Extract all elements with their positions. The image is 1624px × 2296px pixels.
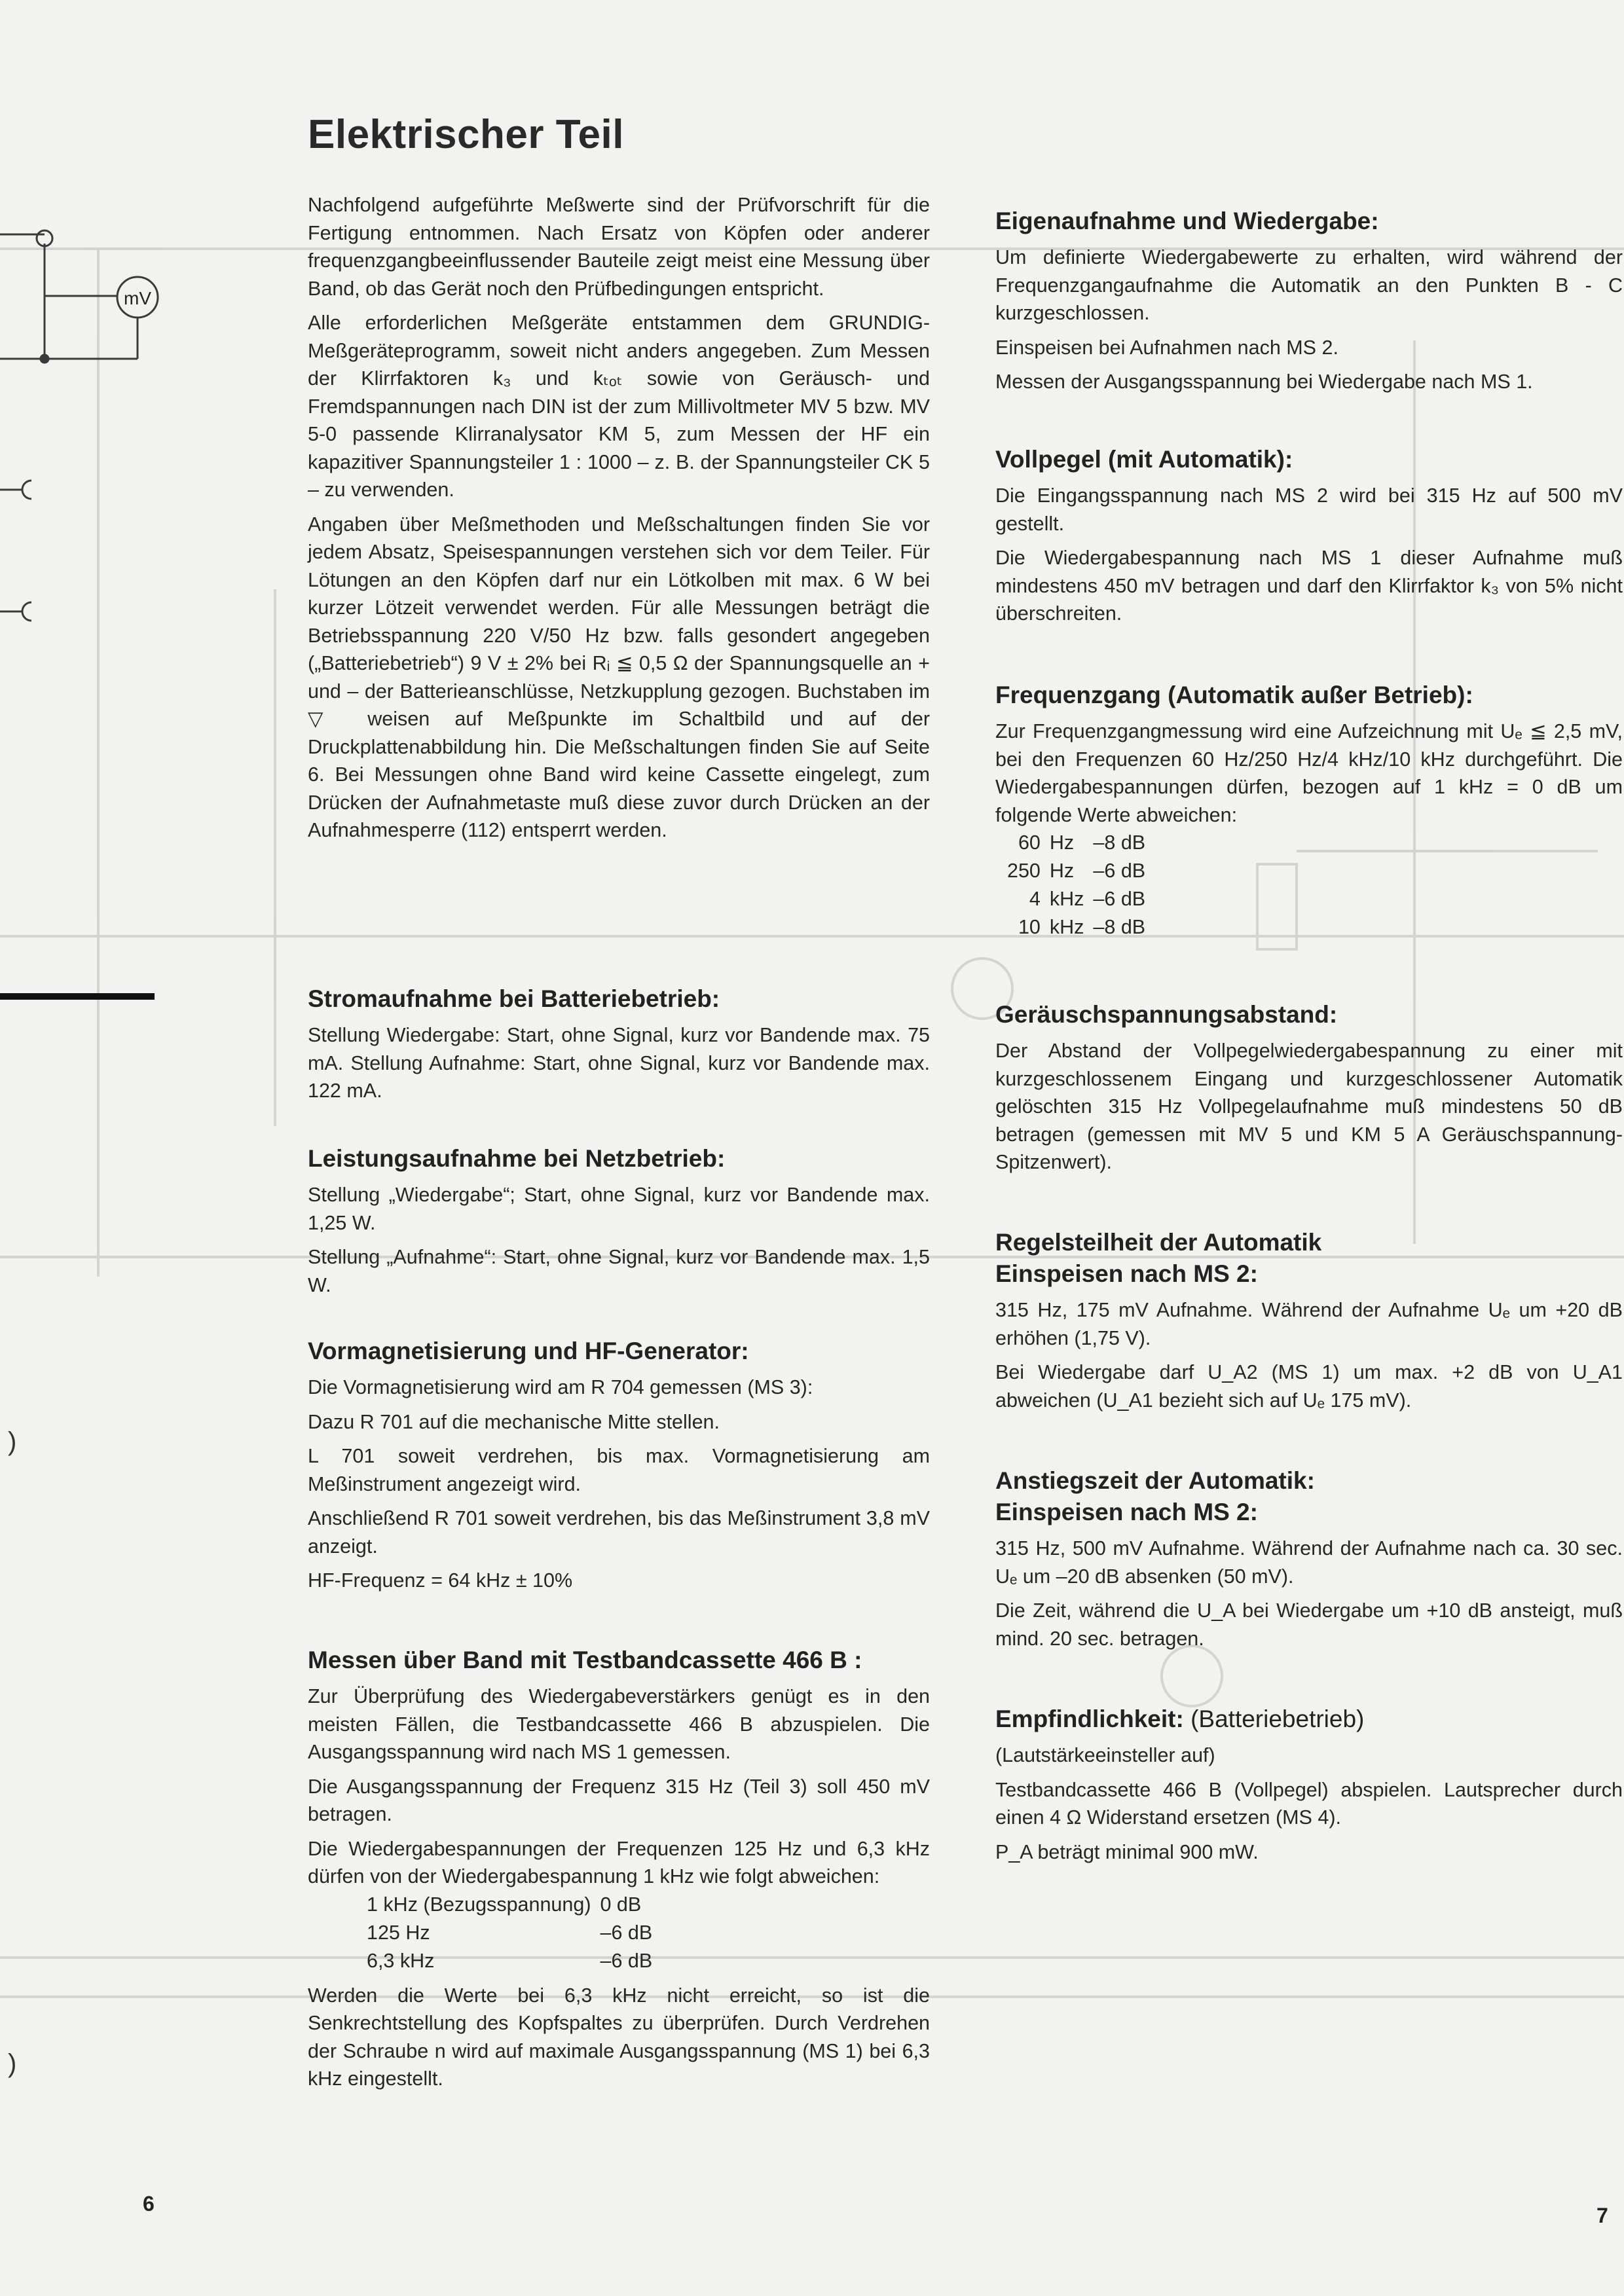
section-subheading: Einspeisen nach MS 2: xyxy=(995,1260,1258,1287)
section-text: Testbandcassette 466 B (Vollpegel) abspielen. Lautsprecher durch einen 4 Ω Widerstand ersetzen (MS 4). xyxy=(995,1778,1623,1829)
section-text: Stellung „Aufnahme“: Start, ohne Signal, kurz vor Bandende max. 1,5 W. xyxy=(308,1246,930,1296)
section-text: Die Wiedergabespannung nach MS 1 dieser Aufnahme muß mindestens 450 mV betragen und darf den Klirrfaktor k₃ von 5% nicht überschreiten. xyxy=(995,547,1623,625)
section-stromaufnahme xyxy=(308,983,930,1105)
section-heading: Eigenaufnahme und Wiedergabe: xyxy=(995,208,1379,234)
page-title: Elektrischer Teil xyxy=(308,112,624,157)
millivoltmeter-symbol-icon xyxy=(117,277,158,318)
section-heading: Leistungsaufnahme bei Netzbetrieb: xyxy=(308,1145,726,1172)
table-cell: 6,3 kHz xyxy=(367,1949,435,1972)
section-empfindlichkeit xyxy=(995,1704,1623,1866)
heading-suffix: (Batteriebetrieb) xyxy=(1190,1705,1365,1732)
section-heading: Geräuschspannungsabstand: xyxy=(995,1001,1338,1028)
table-cell: 10 xyxy=(1018,916,1041,938)
table-cell: kHz xyxy=(1049,888,1084,910)
section-text: Dazu R 701 auf die mechanische Mitte stellen. xyxy=(308,1410,720,1433)
intro-paragraph: Angaben über Meßmethoden und Meßschaltungen finden Sie vor jedem Absatz, Speisespannungen verstehen sich vor dem Teiler. Für Lötungen an den Köpfen darf nur ein Lötkolben mit max. 6 W bei kurzer Lötzeit verwendet werden. Für alle Messungen beträgt die Betriebsspannung 220 V/50 Hz bzw. falls gesondert angegeben („Batteriebetrieb“) 9 V ± 2% bei Rᵢ ≦ 0,5 Ω der Spannungsquelle an + und – der Batterieanschlüsse, Netzkupplung gezogen. Buchstaben im ▽ weisen auf Meßpunkte im Schaltbild und auf der Druckplattenabbildung hin. Die Meßschaltungen finden Sie auf Seite 6. Bei Messungen ohne Band wird keine Cassette eingelegt, zum Drücken der Aufnahmetaste muß diese zuvor durch Drücken an der Aufnahmesperre (112) entsperrt werden. xyxy=(308,513,930,841)
page-number-right: 7 xyxy=(1596,2204,1608,2227)
frequency-response-table xyxy=(1007,829,1154,941)
section-heading: Anstiegszeit der Automatik: xyxy=(995,1467,1315,1494)
table-cell: Hz xyxy=(1049,831,1075,854)
section-text: Die Vormagnetisierung wird am R 704 gemessen (MS 3): xyxy=(308,1376,813,1398)
section-heading: Vollpegel (mit Automatik): xyxy=(995,446,1293,473)
section-text: P_A beträgt minimal 900 mW. xyxy=(995,1840,1259,1863)
svg-text:): ) xyxy=(8,1427,17,1456)
section-heading: Messen über Band mit Testbandcassette 466 B : xyxy=(308,1647,862,1673)
section-heading: Vormagnetisierung und HF-Generator: xyxy=(308,1338,749,1364)
section-text: Die Wiedergabespannungen der Frequenzen 125 Hz und 6,3 kHz dürfen von der Wiedergabespannung 1 kHz wie folgt abweichen: xyxy=(308,1837,930,1887)
section-geraeuschspannung xyxy=(995,999,1623,1176)
section-subheading: Einspeisen nach MS 2: xyxy=(995,1499,1258,1525)
svg-text:): ) xyxy=(8,2049,17,2078)
section-text: Einspeisen bei Aufnahmen nach MS 2. xyxy=(995,336,1338,359)
intro-paragraph: Alle erforderlichen Meßgeräte entstammen dem GRUNDIG-Meßgeräteprogramm, soweit nicht anders angegeben. Zum Messen der Klirrfaktoren k₃ und kₜₒₜ sowie von Geräusch- und Fremdspannungen nach DIN ist der zum Millivoltmeter MV 5 bzw. MV 5-0 passende Klirranalysator KM 5, zum Messen der HF ein kapazitiver Spannungsteiler 1 : 1000 – z. B. der Spannungsteiler CK 5 – zu verwenden. xyxy=(308,312,930,501)
section-text: Messen der Ausgangsspannung bei Wiedergabe nach MS 1. xyxy=(995,371,1533,393)
heading-text: Empfindlichkeit: xyxy=(995,1705,1184,1732)
section-frequenzgang xyxy=(995,680,1623,941)
section-leistungsaufnahme xyxy=(308,1143,930,1299)
section-text: Bei Wiedergabe darf U_A2 (MS 1) um max. +2 dB von U_A1 abweichen (U_A1 bezieht sich auf Uₑ 175 mV). xyxy=(995,1361,1623,1412)
table-row xyxy=(367,1947,661,1975)
section-text: Der Abstand der Vollpegelwiedergabespannung zu einer mit kurzgeschlossenem Eingang und kurzgeschlossener Automatik gelöschten 315 Hz Vollpegelaufnahme muß mindestens 50 dB betragen (gemessen mit MV 5 und KM 5 A Geräuschspannung-Spitzenwert). xyxy=(995,1040,1623,1173)
section-text: Zur Frequenzgangmessung wird eine Aufzeichnung mit Uₑ ≦ 2,5 mV, bei den Frequenzen 60 Hz/250 Hz/4 kHz/10 kHz durchgeführt. Die Wiedergabespannungen dürfen, bezogen auf 1 kHz = 0 dB um folgende Werte abweichen: xyxy=(995,720,1623,826)
svg-text:mV: mV xyxy=(124,288,151,308)
section-text: Stellung Wiedergabe: Start, ohne Signal, kurz vor Bandende max. 75 mA. Stellung Aufnahme: Start, ohne Signal, kurz vor Bandende max. 122 mA. xyxy=(308,1024,930,1102)
section-heading xyxy=(995,1704,1623,1735)
frequency-deviation-table xyxy=(367,1891,661,1975)
table-cell: 60 xyxy=(1018,831,1041,854)
table-cell: Hz xyxy=(1049,860,1075,882)
section-heading: Stromaufnahme bei Batteriebetrieb: xyxy=(308,985,720,1012)
table-row xyxy=(1007,829,1154,857)
table-cell: –6 dB xyxy=(600,1949,653,1972)
page-number-left: 6 xyxy=(143,2192,155,2215)
table-cell: 250 xyxy=(1007,860,1041,882)
table-row xyxy=(367,1919,661,1947)
section-text: HF-Frequenz = 64 kHz ± 10% xyxy=(308,1569,573,1592)
table-cell: –6 dB xyxy=(1093,888,1146,910)
section-text: Anschließend R 701 soweit verdrehen, bis das Meßinstrument 3,8 mV anzeigt. xyxy=(308,1507,930,1558)
section-vormagnetisierung xyxy=(308,1336,930,1595)
section-text: Zur Überprüfung des Wiedergabeverstärkers genügt es in den meisten Fällen, die Testbandcassette 466 B abzuspielen. Die Ausgangsspannung wird nach MS 1 gemessen. xyxy=(308,1685,930,1763)
table-row xyxy=(1007,857,1154,885)
table-cell: –6 dB xyxy=(600,1921,653,1944)
table-cell: –8 dB xyxy=(1093,831,1146,854)
section-regelsteilheit xyxy=(995,1227,1623,1414)
section-eigenaufnahme xyxy=(995,206,1623,396)
section-text: Die Ausgangsspannung der Frequenz 315 Hz (Teil 3) soll 450 mV betragen. xyxy=(308,1775,930,1825)
section-text: (Lautstärkeeinsteller auf) xyxy=(995,1744,1215,1766)
section-anstiegszeit xyxy=(995,1465,1623,1652)
table-cell: 4 xyxy=(1029,888,1041,910)
table-row xyxy=(1007,913,1154,941)
section-text: 315 Hz, 175 mV Aufnahme. Während der Aufnahme Uₑ um +20 dB erhöhen (1,75 V). xyxy=(995,1299,1623,1349)
table-cell: 125 Hz xyxy=(367,1921,430,1944)
section-text: Die Zeit, während die U_A bei Wiedergabe um +10 dB ansteigt, muß mind. 20 sec. betragen. xyxy=(995,1599,1623,1650)
section-text: Die Eingangsspannung nach MS 2 wird bei 315 Hz auf 500 mV gestellt. xyxy=(995,484,1623,535)
section-text: Werden die Werte bei 6,3 kHz nicht erreicht, so ist die Senkrechtstellung des Kopfspaltes zu überprüfen. Durch Verdrehen der Schraube n wird auf maximale Ausgangsspannung (MS 1) bei 6,3 kHz eingestellt. xyxy=(308,1984,930,2090)
section-text: L 701 soweit verdrehen, bis max. Vormagnetisierung am Meßinstrument angezeigt wird. xyxy=(308,1445,930,1495)
table-row xyxy=(1007,885,1154,913)
table-cell: –8 dB xyxy=(1093,916,1146,938)
table-row xyxy=(367,1891,661,1919)
intro-section xyxy=(308,191,930,845)
intro-paragraph: Nachfolgend aufgeführte Meßwerte sind der Prüfvorschrift für die Fertigung entnommen. Nach Ersatz von Köpfen oder anderer frequenzgangbeeinflussender Bauteile zeigt meist eine Messung über Band, ob das Gerät noch den Prüfbedingungen entspricht. xyxy=(308,194,930,300)
table-cell: –6 dB xyxy=(1093,860,1146,882)
section-vollpegel xyxy=(995,444,1623,628)
section-testband xyxy=(308,1645,930,2093)
section-heading: Frequenzgang (Automatik außer Betrieb): xyxy=(995,682,1473,708)
table-cell: 1 kHz (Bezugsspannung) xyxy=(367,1893,591,1916)
table-cell: kHz xyxy=(1049,916,1084,938)
section-text: Um definierte Wiedergabewerte zu erhalten, wird während der Frequenzgangaufnahme die Automatik an den Punkten B - C kurzgeschlossen. xyxy=(995,246,1623,324)
table-cell: 0 dB xyxy=(600,1893,642,1916)
section-heading: Regelsteilheit der Automatik xyxy=(995,1229,1322,1256)
section-text: 315 Hz, 500 mV Aufnahme. Während der Aufnahme nach ca. 30 sec. Uₑ um –20 dB absenken (50 mV). xyxy=(995,1537,1623,1588)
section-text: Stellung „Wiedergabe“; Start, ohne Signal, kurz vor Bandende max. 1,25 W. xyxy=(308,1184,930,1234)
